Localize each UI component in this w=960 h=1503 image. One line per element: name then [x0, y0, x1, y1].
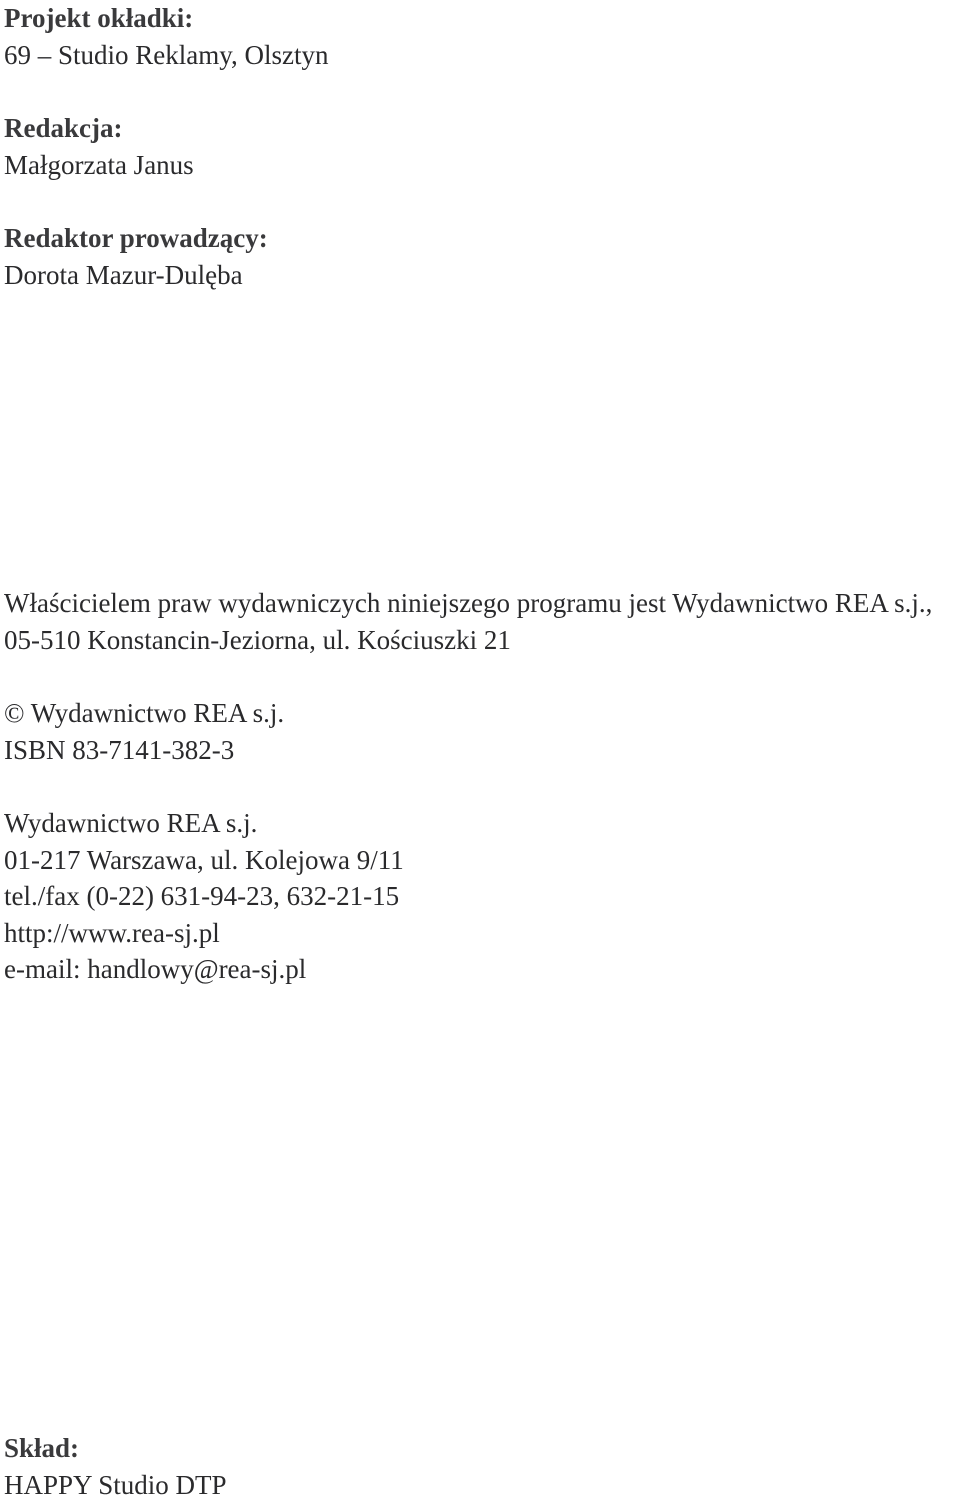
- copyright-block: [4, 695, 952, 768]
- publisher-email: e-mail: handlowy@rea-sj.pl: [4, 951, 952, 988]
- lead-editor-label: Redaktor prowadzący:: [4, 220, 952, 257]
- rights-line-1: Właścicielem praw wydawniczych niniejszego programu jest Wydawnictwo REA s.j.,: [4, 585, 952, 622]
- cover-design-value: 69 – Studio Reklamy, Olsztyn: [4, 37, 952, 74]
- publisher-address: 01-217 Warszawa, ul. Kolejowa 9/11: [4, 842, 952, 879]
- rights-line-2: 05-510 Konstancin-Jeziorna, ul. Kościuszki 21: [4, 622, 952, 659]
- rights-statement: [4, 585, 952, 658]
- publisher-phone: tel./fax (0-22) 631-94-23, 632-21-15: [4, 878, 952, 915]
- cover-design-credit: [4, 0, 952, 73]
- copyright-notice: © Wydawnictwo REA s.j.: [4, 695, 952, 732]
- typesetting-value: HAPPY Studio DTP: [4, 1467, 952, 1503]
- editing-value: Małgorzata Janus: [4, 147, 952, 184]
- publisher-contact: [4, 805, 952, 988]
- isbn: ISBN 83-7141-382-3: [4, 732, 952, 769]
- typesetting-credit: [4, 1430, 952, 1503]
- typesetting-label: Skład:: [4, 1430, 952, 1467]
- editing-label: Redakcja:: [4, 110, 952, 147]
- lead-editor-credit: [4, 220, 952, 293]
- lead-editor-value: Dorota Mazur-Dulęba: [4, 257, 952, 294]
- editing-credit: [4, 110, 952, 183]
- cover-design-label: Projekt okładki:: [4, 0, 952, 37]
- publisher-website: http://www.rea-sj.pl: [4, 915, 952, 952]
- publisher-name: Wydawnictwo REA s.j.: [4, 805, 952, 842]
